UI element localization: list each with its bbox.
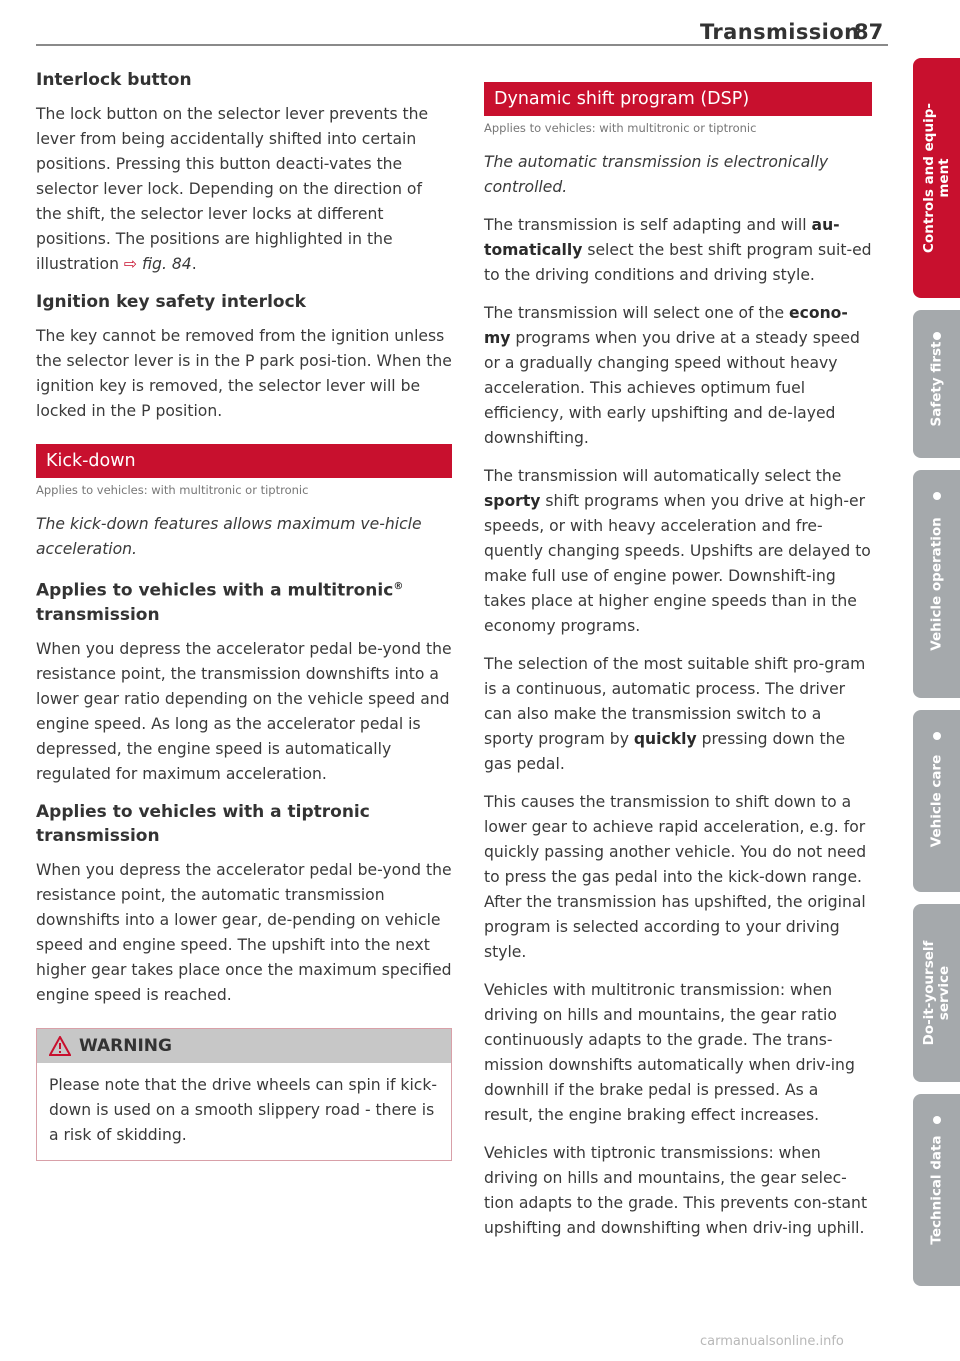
dsp-p4-text-end: pressing down the gas pedal. <box>484 730 846 773</box>
dsp-intro: The automatic transmission is electronically controlled. <box>484 153 829 196</box>
kickdown-applies: Applies to vehicles: with multitronic or tiptronic <box>36 483 309 497</box>
dsp-p1-bold: au-tomatically <box>484 216 840 259</box>
tab-label: Safety first <box>928 341 944 427</box>
tab-technical-data[interactable] <box>913 1094 960 1286</box>
tab-dot-icon <box>933 492 941 500</box>
dsp-p3-text-end: shift programs when you drive at high-er speeds, or with heavy acceleration and fre-quently changing speeds. Upshifts are delayed to make full use of engine power. Downshift-ing takes place at higher engine speeds than in the economy programs. <box>484 492 871 635</box>
tab-dot-icon <box>933 1116 941 1124</box>
interlock-paragraph <box>36 102 452 277</box>
fig-arrow-icon: ⇨ <box>123 255 137 273</box>
ignition-paragraph: The key cannot be removed from the ignition unless the selector lever is in the P park posi-tion. When the ignition key is removed, the selector lever will be locked in the P position. <box>36 327 452 420</box>
tiptronic-paragraph: When you depress the accelerator pedal be-yond the resistance point, the automatic transmission downshifts into a lower gear, de-pending on vehicle speed and engine speed. The upshift into the next higher gear takes place once the maximum specified engine speed is reached. <box>36 860 452 1004</box>
tab-dot-icon <box>933 732 941 740</box>
tab-dot-icon <box>933 332 941 340</box>
warning-text: Please note that the drive wheels can spin if kick-down is used on a smooth slippery road - there is a risk of skidding. <box>49 1075 438 1144</box>
dsp-paragraph-7: Vehicles with tiptronic transmissions: when driving on hills and mountains, the gear selec-tion adapts to the grade. This prevents con-stant upshifting and downshifting when driv-ing uphill. <box>484 1144 868 1237</box>
dsp-applies: Applies to vehicles: with multitronic or tiptronic <box>484 121 757 135</box>
tab-label: Technical data <box>928 1135 944 1245</box>
tab-do-it-yourself-service[interactable] <box>913 904 960 1082</box>
tab-label: Controls and equip- ment <box>920 103 952 253</box>
kickdown-intro: The kick-down features allows maximum ve-hicle acceleration. <box>36 515 422 558</box>
tab-label: Vehicle care <box>928 754 944 848</box>
dsp-section-title: Dynamic shift program (DSP) <box>484 82 872 116</box>
dsp-p4-bold: quickly <box>633 730 697 748</box>
running-header-title: Transmission <box>700 20 860 44</box>
tiptronic-heading-line2: transmission <box>36 825 160 846</box>
dsp-paragraph-5: This causes the transmission to shift down to a lower gear to achieve rapid acceleration, e.g. for quickly passing another vehicle. You do not need to press the gas pedal into the kick-down range. After the transmission has upshifted, the original program is selected according to your driving style. <box>484 793 867 961</box>
tab-safety-first[interactable] <box>913 310 960 458</box>
tab-controls-and-equipment[interactable] <box>913 58 960 298</box>
multitronic-heading-line1: Applies to vehicles with a multitronic <box>36 580 394 601</box>
warning-triangle-icon <box>49 1036 71 1056</box>
right-column <box>484 82 872 1254</box>
dsp-paragraph-4 <box>484 652 872 777</box>
tab-label: Vehicle operation <box>928 517 944 651</box>
dsp-p3-bold: sporty <box>484 492 541 510</box>
tiptronic-heading <box>36 800 452 848</box>
fig-reference-link[interactable]: fig. 84 <box>141 255 192 273</box>
registered-mark: ® <box>393 581 404 592</box>
left-column <box>36 68 452 1161</box>
multitronic-heading-line2: transmission <box>36 604 160 625</box>
ignition-heading: Ignition key safety interlock <box>36 292 306 312</box>
multitronic-paragraph: When you depress the accelerator pedal be-yond the resistance point, the transmission downshifts into a lower gear ratio depending on the vehicle speed and engine speed. As long as the accelerator pedal is depressed, the engine speed is automatically regulated for maximum acceleration. <box>36 639 452 783</box>
tab-vehicle-care[interactable] <box>913 710 960 892</box>
tiptronic-heading-line1: Applies to vehicles with a tiptronic <box>36 801 370 822</box>
dsp-p2-text: The transmission will select one of the <box>484 304 790 322</box>
tab-label: Do-it-yourself service <box>920 940 952 1046</box>
dsp-p4-text: The selection of the most suitable shift pro-gram is a continuous, automatic process. The driver can also make the transmission switch to a sporty program by <box>484 655 866 748</box>
watermark: carmanualsonline.info <box>700 1334 844 1349</box>
interlock-text-end: . <box>191 255 197 273</box>
dsp-p2-bold: econo-my <box>484 304 848 347</box>
tab-vehicle-operation[interactable] <box>913 470 960 698</box>
warning-header <box>37 1029 451 1063</box>
dsp-p2-text-end: programs when you drive at a steady speed or a gradually changing speed without heavy acceleration. This achieves optimum fuel efficiency, with early upshifting and de-layed downshifting. <box>484 329 860 447</box>
warning-title: WARNING <box>79 1035 172 1056</box>
dsp-paragraph-2 <box>484 301 872 451</box>
dsp-paragraph-6: Vehicles with multitronic transmission: when driving on hills and mountains, the gear ratio continuously adapts to the grade. The trans-mission downshifts automatically when driv-ing downhill if the brake pedal is pressed. As a result, the engine braking effect increases. <box>484 981 855 1124</box>
dsp-p1-text-end: select the best shift program suit-ed to the driving conditions and driving style. <box>484 241 872 284</box>
interlock-text: The lock button on the selector lever prevents the lever from being accidentally shifted into certain positions. Pressing this button deacti-vates the selector lever lock. Depending on the direction of the shift, the selector lever locks at different positions. The positions are highlighted in the illustration <box>36 105 429 273</box>
dsp-p1-text: The transmission is self adapting and will <box>484 216 812 234</box>
dsp-p3-text: The transmission will automatically select the <box>484 467 842 485</box>
dsp-paragraph-3 <box>484 464 872 639</box>
header-rule <box>36 44 888 46</box>
multitronic-heading <box>36 575 452 627</box>
warning-box <box>36 1028 452 1161</box>
dsp-paragraph-1 <box>484 213 872 288</box>
page-number: 87 <box>854 20 884 44</box>
kickdown-section-title: Kick-down <box>36 444 452 478</box>
interlock-heading: Interlock button <box>36 70 192 90</box>
